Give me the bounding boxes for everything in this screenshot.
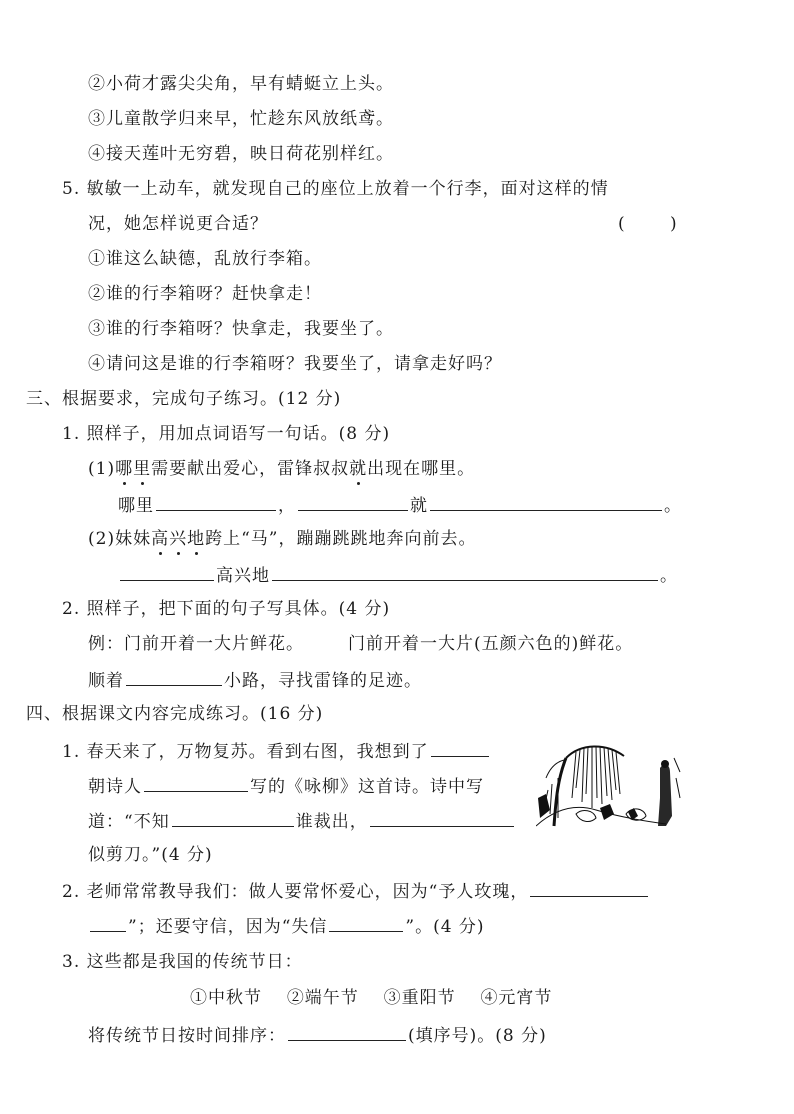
s3-q1-title: 1. 照样子，用加点词语写一句话。(8 分) xyxy=(62,424,391,444)
dotted-char: 地 xyxy=(187,529,206,549)
s3-q1-2-prefix: (2)妹妹 xyxy=(88,529,152,549)
order-blank[interactable] xyxy=(288,1022,406,1041)
festival-item: ④元宵节 xyxy=(480,988,553,1008)
q5-stem-line2: 况，她怎样说更合适？ xyxy=(88,214,268,234)
answer-word-gaoxingde: 高兴地 xyxy=(216,566,270,586)
s4-q1-line2 xyxy=(88,773,484,799)
s4-q3-line3 xyxy=(88,1022,547,1048)
s3-q2-example xyxy=(88,632,633,656)
answer-blank[interactable] xyxy=(120,562,214,581)
s3-q1-1-answer-line xyxy=(118,492,682,518)
s4-q1-line1 xyxy=(62,738,491,764)
comma: ， xyxy=(278,496,296,516)
s4-q1-text: 谁裁出， xyxy=(295,812,368,832)
dotted-char: 就 xyxy=(349,459,368,479)
q5-answer-paren-open[interactable]: ( xyxy=(618,214,625,234)
s4-q2-text: ”；还要守信，因为“失信 xyxy=(128,917,328,937)
festival-item: ③重阳节 xyxy=(383,988,456,1008)
s4-q3-text: (填序号)。(8 分) xyxy=(408,1026,547,1046)
q5-option-2: ②谁的行李箱呀？赶快拿走！ xyxy=(88,284,322,304)
dotted-char: 哪 xyxy=(115,459,134,479)
answer-blank[interactable] xyxy=(156,492,276,511)
answer-blank[interactable] xyxy=(298,492,408,511)
q5-number: 5. xyxy=(62,179,81,199)
s3-q2-task xyxy=(88,667,422,693)
dotted-char: 兴 xyxy=(169,529,188,549)
q5-option-1: ①谁这么缺德，乱放行李箱。 xyxy=(88,249,322,269)
poet-blank[interactable] xyxy=(144,773,248,792)
answer-word-jiu: 就 xyxy=(410,496,428,516)
s3-q1-2-answer-line xyxy=(118,562,678,588)
answer-word-nali: 哪里 xyxy=(118,496,154,516)
s4-q1-line3 xyxy=(88,808,516,834)
s4-q2-line1 xyxy=(62,878,650,904)
section3-heading: 三、根据要求，完成句子练习。(12 分) xyxy=(26,389,342,409)
festival-list xyxy=(190,986,552,1010)
s3-q1-2-rest: 跨上“马”，蹦蹦跳跳地奔向前去。 xyxy=(205,529,477,549)
s4-q1-text: 朝诗人 xyxy=(88,777,142,797)
q4-option-4: ④接天莲叶无穷碧，映日荷花别样红。 xyxy=(88,144,394,164)
dotted-char: 高 xyxy=(151,529,170,549)
s4-q3-line1: 3. 这些都是我国的传统节日： xyxy=(62,952,303,972)
s3-q1-2-sentence xyxy=(88,527,476,551)
s3-q1-1-prefix: (1) xyxy=(88,459,116,479)
period: 。 xyxy=(660,566,678,586)
s4-q1-text: 写的《咏柳》这首诗。诗中写 xyxy=(250,777,484,797)
s3-q2-title: 2. 照样子，把下面的句子写具体。(4 分) xyxy=(62,599,391,619)
s4-q2-text: 2. 老师常常教导我们：做人要常怀爱心，因为“予人玫瑰， xyxy=(62,882,529,902)
s3-q1-1-end: 出现在哪里。 xyxy=(367,459,476,479)
q4-option-2: ②小荷才露尖尖角，早有蜻蜓立上头。 xyxy=(88,74,394,94)
willow-poet-illustration xyxy=(536,738,682,828)
s4-q1-text: 1. 春天来了，万物复苏。看到右图，我想到了 xyxy=(62,742,429,762)
s3-q1-1-middle: 需要献出爱心，雷锋叔叔 xyxy=(151,459,350,479)
answer-blank[interactable] xyxy=(530,878,648,897)
section4-heading: 四、根据课文内容完成练习。(16 分) xyxy=(26,704,324,724)
answer-blank[interactable] xyxy=(430,492,662,511)
answer-blank[interactable] xyxy=(272,562,658,581)
period: 。 xyxy=(664,496,682,516)
poem-blank[interactable] xyxy=(370,808,514,827)
example-original: 例：门前开着一大片鲜花。 xyxy=(88,634,304,654)
s4-q1-text: 道：“不知 xyxy=(88,812,170,832)
s4-q2-line2 xyxy=(88,913,485,939)
answer-blank[interactable] xyxy=(90,913,126,932)
poem-blank[interactable] xyxy=(172,808,294,827)
s3-q1-1-sentence xyxy=(88,457,475,481)
festival-item: ①中秋节 xyxy=(190,988,262,1008)
s4-q2-text: ”。(4 分) xyxy=(405,917,485,937)
dynasty-blank[interactable] xyxy=(431,738,489,757)
s4-q3-text: 将传统节日按时间排序： xyxy=(88,1026,286,1046)
answer-blank[interactable] xyxy=(126,667,222,686)
example-expanded: 门前开着一大片(五颜六色的)鲜花。 xyxy=(348,634,634,654)
answer-blank[interactable] xyxy=(329,913,403,932)
q4-option-3: ③儿童散学归来早，忙趁东风放纸鸢。 xyxy=(88,109,394,129)
task-prefix: 顺着 xyxy=(88,671,124,691)
s4-q1-line4: 似剪刀。”(4 分) xyxy=(88,845,213,865)
q5-stem-line1 xyxy=(62,177,609,201)
q5-stem-text: 敏敏一上动车，就发现自己的座位上放着一个行李，面对这样的情 xyxy=(86,179,609,199)
task-suffix: 小路，寻找雷锋的足迹。 xyxy=(224,671,422,691)
q5-answer-paren-close: ) xyxy=(670,214,677,234)
q5-option-4: ④请问这是谁的行李箱呀？我要坐了，请拿走好吗？ xyxy=(88,354,502,374)
q5-option-3: ③谁的行李箱呀？快拿走，我要坐了。 xyxy=(88,319,394,339)
dotted-char: 里 xyxy=(133,459,152,479)
festival-item: ②端午节 xyxy=(286,988,359,1008)
